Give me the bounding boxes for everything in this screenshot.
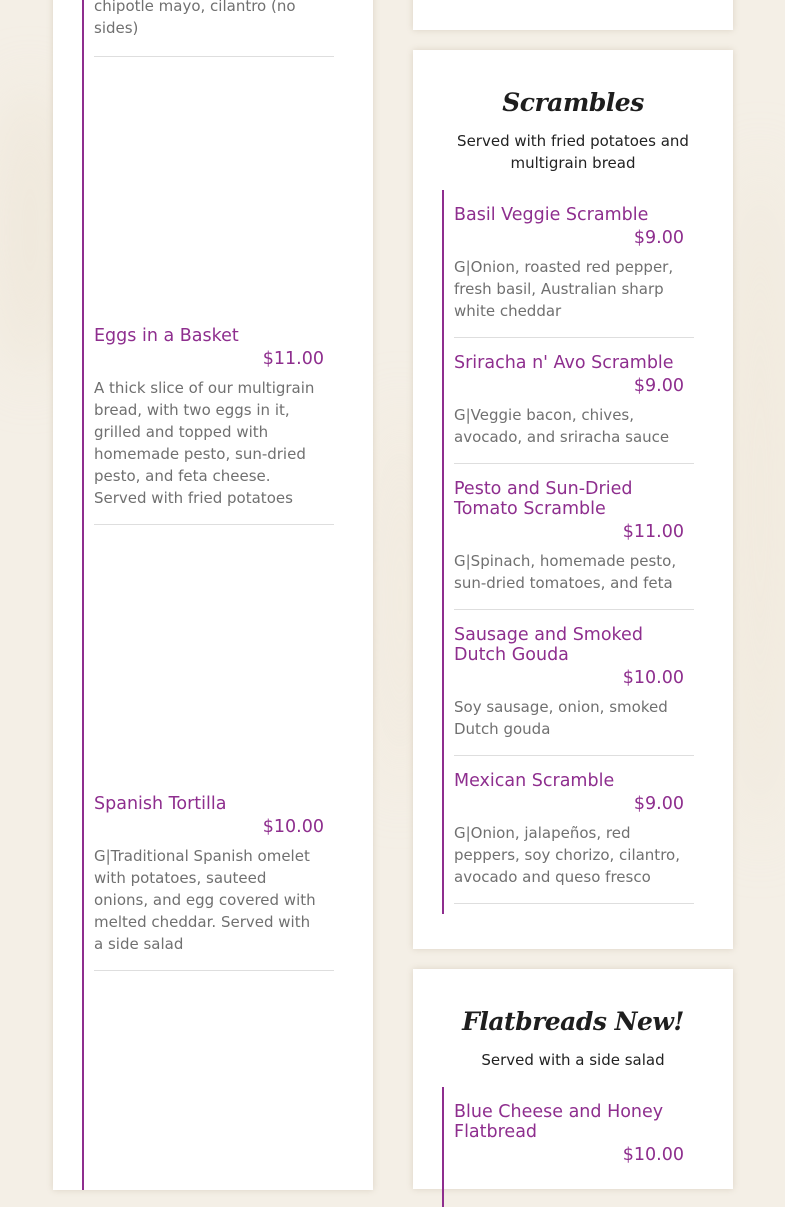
section-subtitle: Served with a side salad: [481, 1051, 665, 1069]
item-description: A thick slice of our multigrain bread, with two eggs in it, grilled and topped with homemade pesto, sun-dried pesto, and feta cheese. Served with fried potatoes: [94, 379, 315, 507]
item-name: Basil Veggie Scramble: [454, 205, 649, 225]
item-name: Mexican Scramble: [454, 771, 615, 791]
item-price: $11.00: [622, 522, 684, 542]
item-divider: [454, 337, 694, 338]
menu-item-spanish-tortilla[interactable]: [94, 794, 334, 955]
item-description: G|Onion, jalapeños, red peppers, soy chorizo, cilantro, avocado and queso fresco: [454, 824, 680, 886]
section-title: Flatbreads New!: [462, 1007, 684, 1036]
item-price: $11.00: [262, 349, 324, 369]
section-subtitle: Served with fried potatoes and multigrain bread: [457, 132, 689, 172]
item-description: G|Veggie bacon, chives, avocado, and sriracha sauce: [454, 406, 670, 446]
item-price: $10.00: [262, 817, 324, 837]
menu-item-sausage-smoked-dutch-gouda[interactable]: [454, 625, 694, 740]
item-price: $9.00: [633, 228, 684, 248]
section-title: Scrambles: [502, 88, 644, 117]
accent-rail: [82, 0, 84, 1190]
item-divider: [454, 463, 694, 464]
menu-card-flatbreads: [413, 969, 733, 1189]
item-description: Soy sausage, onion, smoked Dutch gouda: [454, 698, 668, 738]
item-description: G|Traditional Spanish omelet with potatoes, sauteed onions, and egg covered with melted cheddar. Served with a side salad: [94, 847, 316, 953]
item-divider: [94, 524, 334, 525]
item-price: $10.00: [622, 1145, 684, 1165]
menu-card-left: [53, 0, 373, 1190]
item-price: $9.00: [633, 794, 684, 814]
item-description: G|Spinach, homemade pesto, sun-dried tomatoes, and feta: [454, 552, 677, 592]
item-divider: [454, 903, 694, 904]
background-texture: [0, 80, 60, 380]
item-description: G|Onion, roasted red pepper, fresh basil, Australian sharp white cheddar: [454, 258, 674, 320]
item-name: Eggs in a Basket: [94, 326, 239, 346]
menu-card-previous-section: [413, 0, 733, 30]
item-divider: [454, 609, 694, 610]
item-price: $10.00: [622, 668, 684, 688]
item-name: Pesto and Sun-Dried Tomato Scramble: [454, 479, 633, 519]
menu-item-blue-cheese-honey-flatbread[interactable]: [454, 1102, 694, 1165]
item-name: Sausage and Smoked Dutch Gouda: [454, 625, 643, 665]
accent-rail: [442, 1087, 444, 1207]
menu-item-basil-veggie-scramble[interactable]: [454, 205, 694, 322]
item-name: Sriracha n' Avo Scramble: [454, 353, 674, 373]
menu-item-pesto-sun-dried-tomato-scramble[interactable]: [454, 479, 694, 594]
item-divider: [94, 56, 334, 57]
item-name: Spanish Tortilla: [94, 794, 227, 814]
item-description: chipotle mayo, cilantro (no sides): [94, 0, 296, 37]
menu-card-scrambles: [413, 50, 733, 949]
item-divider: [94, 970, 334, 971]
item-price: $9.00: [633, 376, 684, 396]
menu-item-sriracha-avo-scramble[interactable]: [454, 353, 694, 448]
item-name: Blue Cheese and Honey Flatbread: [454, 1102, 664, 1142]
background-texture: [735, 150, 785, 850]
menu-item-mexican-scramble[interactable]: [454, 771, 694, 888]
item-divider: [454, 755, 694, 756]
accent-rail: [442, 190, 444, 914]
menu-item-eggs-in-a-basket[interactable]: [94, 326, 334, 509]
